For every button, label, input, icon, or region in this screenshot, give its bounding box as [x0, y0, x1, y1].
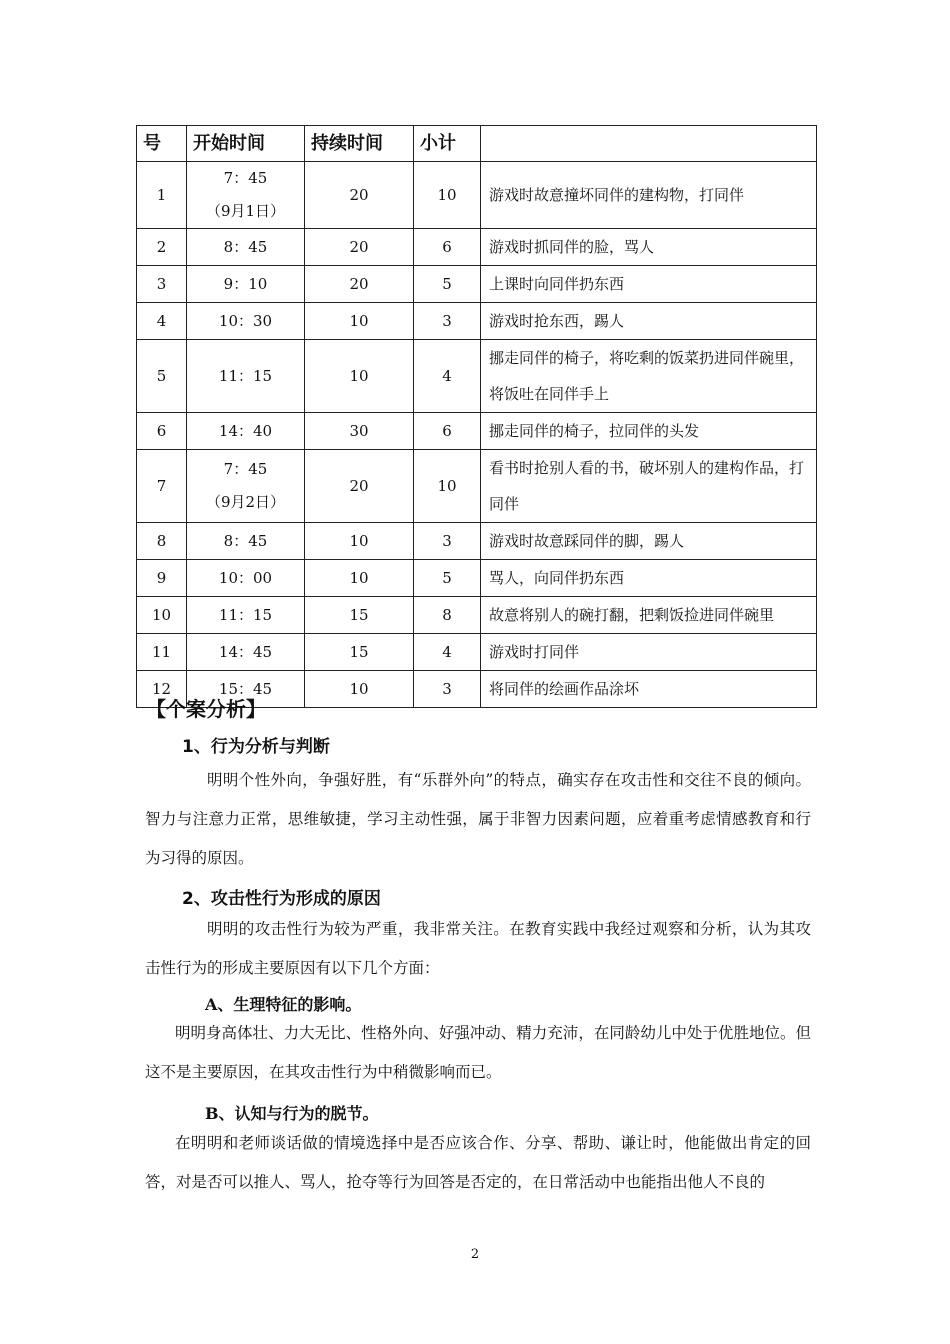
row-number: 10	[137, 597, 187, 634]
table-row	[137, 597, 817, 634]
start-time-value: 11：15	[218, 605, 273, 624]
row-duration: 20	[305, 266, 414, 303]
paragraph-1: 明明个性外向，争强好胜，有“乐群外向”的特点，确实存在攻击性和交往不良的倾向。智力与注意力正常，思维敏捷，学习主动性强，属于非智力因素问题，应着重考虑情感教育和行为习得的原因。	[145, 771, 811, 867]
table-row	[137, 634, 817, 671]
header-number: 号	[137, 126, 187, 162]
row-number: 8	[137, 523, 187, 560]
start-time-value: 7：45	[223, 169, 268, 187]
row-subtotal: 3	[414, 671, 481, 708]
start-time-value: 11：15	[218, 366, 273, 385]
row-description: 游戏时故意踩同伴的脚，踢人	[481, 523, 817, 560]
row-number: 5	[137, 340, 187, 413]
row-number: 3	[137, 266, 187, 303]
table-row	[137, 229, 817, 266]
row-number: 9	[137, 560, 187, 597]
row-duration: 30	[305, 413, 414, 450]
row-description: 看书时抢别人看的书，破坏别人的建构作品，打同伴	[481, 450, 817, 523]
row-description: 游戏时抓同伴的脸，骂人	[481, 229, 817, 266]
row-start-time	[187, 413, 305, 450]
table-row	[137, 340, 817, 413]
row-start-time	[187, 634, 305, 671]
row-description: 游戏时打同伴	[481, 634, 817, 671]
row-duration: 10	[305, 303, 414, 340]
row-subtotal: 5	[414, 560, 481, 597]
table-row	[137, 523, 817, 560]
table-row	[137, 560, 817, 597]
start-time-value: 9：10	[223, 274, 268, 293]
row-subtotal: 10	[414, 450, 481, 523]
row-start-time	[187, 303, 305, 340]
row-duration: 10	[305, 340, 414, 413]
start-time-value: 7：45	[223, 460, 268, 478]
behavior-record-table	[136, 125, 817, 708]
row-number: 12	[137, 671, 187, 708]
start-time-value: 14：40	[218, 421, 273, 440]
start-time-value: 10：00	[218, 568, 273, 587]
row-description: 故意将别人的碗打翻，把剩饭捡进同伴碗里	[481, 597, 817, 634]
start-date-value: （9月2日）	[205, 493, 286, 511]
row-subtotal: 10	[414, 162, 481, 229]
row-duration: 15	[305, 634, 414, 671]
row-start-time	[187, 229, 305, 266]
row-subtotal: 4	[414, 634, 481, 671]
row-duration: 10	[305, 671, 414, 708]
paragraph-b: 在明明和老师谈话做的情境选择中是否应该合作、分享、帮助、谦让时，他能做出肯定的回答，对是否可以推人、骂人，抢夺等行为回答是否定的，在日常活动中也能指出他人不良的	[145, 1134, 811, 1191]
row-description: 骂人，向同伴扔东西	[481, 560, 817, 597]
row-number: 1	[137, 162, 187, 229]
row-description: 游戏时故意撞坏同伴的建构物，打同伴	[481, 162, 817, 229]
sub-heading-a: A、生理特征的影响。	[205, 995, 362, 1014]
row-start-time	[187, 162, 305, 229]
row-description: 挪走同伴的椅子，拉同伴的头发	[481, 413, 817, 450]
table-row	[137, 266, 817, 303]
row-subtotal: 4	[414, 340, 481, 413]
header-duration: 持续时间	[305, 126, 414, 162]
row-number: 7	[137, 450, 187, 523]
row-start-time	[187, 523, 305, 560]
row-duration: 20	[305, 450, 414, 523]
row-start-time	[187, 560, 305, 597]
table-header-row	[137, 126, 817, 162]
row-duration: 10	[305, 560, 414, 597]
row-number: 6	[137, 413, 187, 450]
start-date-value: （9月1日）	[205, 202, 286, 220]
row-description: 将同伴的绘画作品涂坏	[481, 671, 817, 708]
table-row	[137, 413, 817, 450]
row-duration: 10	[305, 523, 414, 560]
row-duration: 20	[305, 162, 414, 229]
row-start-time	[187, 266, 305, 303]
row-start-time	[187, 450, 305, 523]
row-description: 挪走同伴的椅子，将吃剩的饭菜扔进同伴碗里，将饭吐在同伴手上	[481, 340, 817, 413]
row-start-time	[187, 340, 305, 413]
table-row	[137, 162, 817, 229]
row-number: 4	[137, 303, 187, 340]
paragraph-2: 明明的攻击性行为较为严重，我非常关注。在教育实践中我经过观察和分析，认为其攻击性行为的形成主要原因有以下几个方面：	[145, 920, 811, 977]
header-start-time: 开始时间	[187, 126, 305, 162]
row-start-time	[187, 597, 305, 634]
start-time-value: 8：45	[223, 237, 268, 256]
page-number: 2	[470, 1247, 480, 1262]
row-subtotal: 3	[414, 303, 481, 340]
row-description: 上课时向同伴扔东西	[481, 266, 817, 303]
table-row	[137, 450, 817, 523]
row-number: 2	[137, 229, 187, 266]
row-number: 11	[137, 634, 187, 671]
row-subtotal: 6	[414, 229, 481, 266]
sub-heading-1: 1、行为分析与判断	[182, 737, 330, 757]
row-duration: 15	[305, 597, 414, 634]
start-time-value: 14：45	[218, 642, 273, 661]
row-subtotal: 3	[414, 523, 481, 560]
header-subtotal: 小计	[414, 126, 481, 162]
sub-heading-b: B、认知与行为的脱节。	[205, 1104, 379, 1123]
row-subtotal: 6	[414, 413, 481, 450]
header-description	[481, 126, 817, 162]
sub-heading-2: 2、攻击性行为形成的原因	[182, 889, 381, 909]
row-description: 游戏时抢东西，踢人	[481, 303, 817, 340]
table-row	[137, 303, 817, 340]
start-time-value: 10：30	[218, 311, 273, 330]
row-subtotal: 5	[414, 266, 481, 303]
row-duration: 20	[305, 229, 414, 266]
start-time-value: 15：45	[218, 679, 273, 698]
row-subtotal: 8	[414, 597, 481, 634]
paragraph-a: 明明身高体壮、力大无比、性格外向、好强冲动、精力充沛，在同龄幼儿中处于优胜地位。但这不是主要原因，在其攻击性行为中稍微影响而已。	[145, 1024, 811, 1081]
start-time-value: 8：45	[223, 531, 268, 550]
section-title: 【个案分析】	[146, 697, 266, 721]
